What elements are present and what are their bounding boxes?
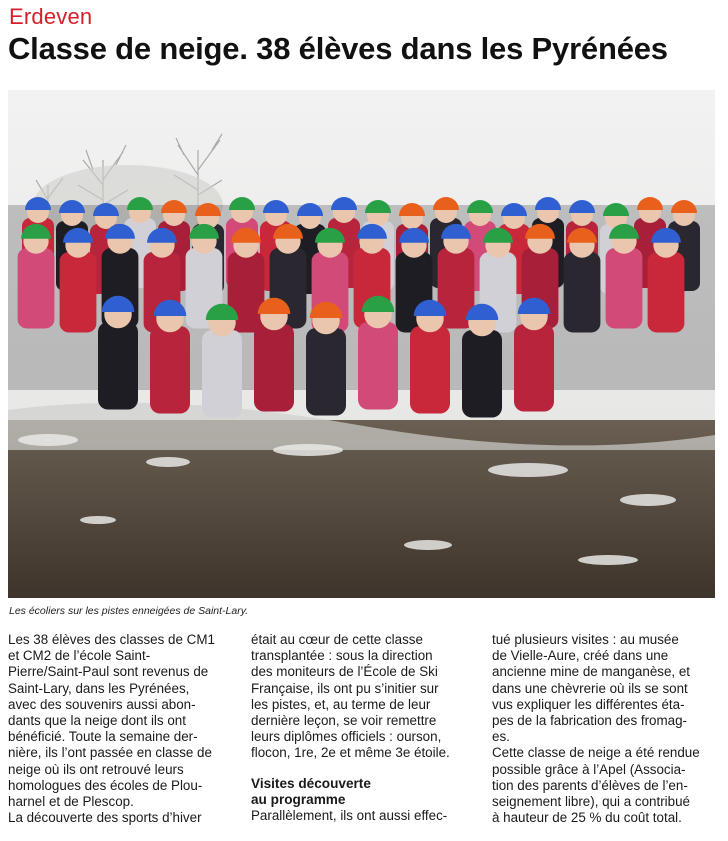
column-3-text: tué plusieurs visites : au musée de Vielle-Aure, créé dans une ancienne mine de manganèse, et dans une chèvrerie où ils se sont vus expliquer les différentes éta- pes de la fabrication des fromag- es. Cette classe de neige a été rendue possible grâce à l’Apel (Associa- tion des parents d’élèves de l’en- seignement libre), qui a contribué à hauteur de 25 % du coût total. <box>492 632 700 826</box>
article-column-1 <box>8 632 229 826</box>
photo-caption: Les écoliers sur les pistes enneigées de Saint-Lary. <box>9 605 249 617</box>
column-1-text: Les 38 élèves des classes de CM1 et CM2 de l’école Saint- Pierre/Saint-Paul sont revenus de Saint-Lary, dans les Pyrénées, avec des souvenirs aussi abon- dants que la neige dont ils ont bénéficié. Toute la semaine der- nière, ils l’ont passée en classe de neige où ils ont retrouvé leurs homologues des écoles de Plou- harnel et de Plescop. La découverte des sports d’hiver <box>8 632 215 826</box>
kicker-location: Erdeven <box>9 4 93 29</box>
column-2-text-continued: Parallèlement, ils ont aussi effec- <box>251 808 448 824</box>
section-subheading: Visites découverte au programme <box>251 775 371 807</box>
article-headline: Classe de neige. 38 élèves dans les Pyrénées <box>8 31 668 66</box>
group-photo <box>8 90 715 598</box>
article-column-3 <box>492 632 713 826</box>
group-photo-icon <box>8 90 715 598</box>
article-column-2 <box>251 632 472 824</box>
column-2-text: était au cœur de cette classe transplantée : sous la direction des moniteurs de l’École de Ski Française, ils ont pu s’initier sur les pistes, et, au terme de leur dernière leçon, se voir remettre leurs diplômes officiels : ourson, flocon, 1re, 2e et même 3e étoile. <box>251 632 450 761</box>
